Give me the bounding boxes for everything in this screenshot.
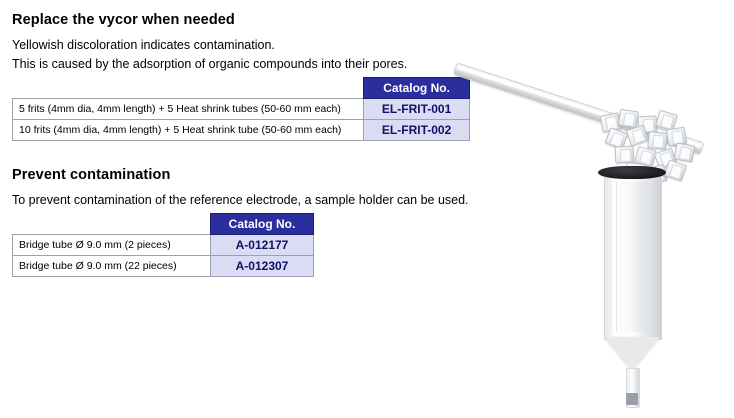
section-2-title: Prevent contamination <box>12 167 171 183</box>
bridge-row-2-catalog-no: A-012307 <box>211 256 314 277</box>
table-row <box>13 235 314 256</box>
table-header-spacer <box>13 214 211 235</box>
column-header-catalog-no: Catalog No. <box>364 78 470 99</box>
holder-oring <box>598 166 666 179</box>
frit-row-1-description: 5 frits (4mm dia, 4mm length) + 5 Heat shrink tubes (50-60 mm each) <box>13 99 364 120</box>
column-header-catalog-no-2: Catalog No. <box>211 214 314 235</box>
product-photo <box>400 0 734 418</box>
section-1-line-1: Yellowish discoloration indicates contamination. <box>12 38 275 52</box>
table-row <box>13 256 314 277</box>
section-2-line-1: To prevent contamination of the reference electrode, a sample holder can be used. <box>12 193 469 207</box>
frit-row-2-catalog-no: EL-FRIT-002 <box>364 120 470 141</box>
bridge-row-1-description: Bridge tube Ø 9.0 mm (2 pieces) <box>13 235 211 256</box>
holder-stem-tip <box>626 393 638 405</box>
bridge-row-1-catalog-no: A-012177 <box>211 235 314 256</box>
frit-row-1-catalog-no: EL-FRIT-001 <box>364 99 470 120</box>
table-header-row <box>13 214 314 235</box>
frit-clip-icon <box>618 109 639 128</box>
catalog-table-bridge-tubes <box>12 213 314 277</box>
page-title: Replace the vycor when needed <box>12 12 235 28</box>
bridge-row-2-description: Bridge tube Ø 9.0 mm (22 pieces) <box>13 256 211 277</box>
sample-holder-image <box>578 148 698 400</box>
section-1-line-2: This is caused by the adsorption of organic compounds into their pores. <box>12 57 408 71</box>
holder-cone <box>604 337 660 371</box>
table-header-spacer <box>13 78 364 99</box>
frit-row-2-description: 10 frits (4mm dia, 4mm length) + 5 Heat shrink tube (50-60 mm each) <box>13 120 364 141</box>
holder-inner-tube <box>616 182 648 332</box>
